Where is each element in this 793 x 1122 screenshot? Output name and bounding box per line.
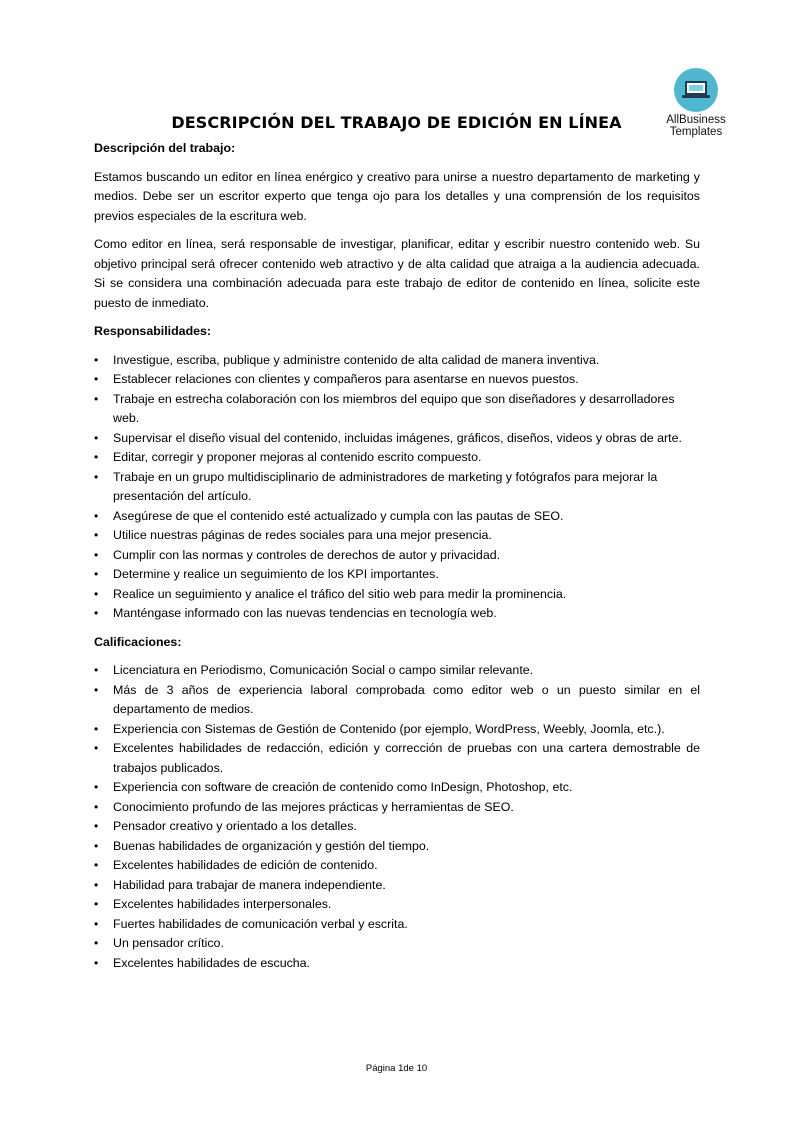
bullet-icon: • [94, 372, 99, 386]
list-item [94, 585, 700, 605]
list-item [94, 837, 700, 857]
list-item [94, 954, 700, 974]
list-item-text: Establecer relaciones con clientes y compañeros para asentarse en nuevos puestos. [113, 372, 579, 386]
list-item-text: Experiencia con software de creación de contenido como InDesign, Photoshop, etc. [113, 780, 573, 794]
list-item-text: Manténgase informado con las nuevas tendencias en tecnología web. [113, 606, 497, 620]
list-item [94, 915, 700, 935]
list-item-text: Trabaje en estrecha colaboración con los miembros del equipo que son diseñadores y desarrolladores web. [113, 391, 675, 425]
logo-line-2: Templates [669, 126, 723, 138]
list-item [94, 661, 700, 681]
list-item [94, 895, 700, 915]
qualifications-heading: Calificaciones: [94, 634, 182, 649]
list-item-text: Utilice nuestras páginas de redes sociales para una mejor presencia. [113, 528, 492, 542]
list-item [94, 448, 700, 468]
list-item-text: Trabaje en un grupo multidisciplinario de administradores de marketing y fotógrafos para mejorar la presentación del artículo. [113, 469, 658, 503]
description-heading: Descripción del trabajo: [94, 141, 236, 155]
list-item-text: Licenciatura en Periodismo, Comunicación Social o campo similar relevante. [113, 663, 534, 677]
bullet-icon: • [94, 391, 99, 406]
bullet-icon: • [94, 877, 99, 892]
bullet-icon: • [94, 567, 99, 581]
list-item-text: Excelentes habilidades de escucha. [113, 955, 311, 970]
bullet-icon: • [94, 682, 99, 697]
list-item-text: Buenas habilidades de organización y gestión del tiempo. [113, 838, 430, 853]
responsibilities-heading: Responsabilidades: [94, 324, 212, 338]
bullet-icon: • [94, 586, 99, 601]
list-item [94, 390, 700, 429]
list-item-text: Experiencia con Sistemas de Gestión de Contenido (por ejemplo, WordPress, Weebly, Joomla, etc.). [113, 721, 665, 736]
bullet-icon: • [94, 819, 99, 833]
list-item-text: Asegúrese de que el contenido esté actualizado y cumpla con las pautas de SEO. [113, 508, 564, 523]
list-item-text: Investigue, escriba, publique y administre contenido de alta calidad de manera inventiva. [113, 352, 600, 367]
bullet-icon: • [94, 469, 99, 484]
list-item-text: Editar, corregir y proponer mejoras al contenido escrito compuesto. [113, 450, 482, 464]
list-item [94, 876, 700, 896]
bullet-icon: • [94, 799, 99, 814]
bullet-icon: • [94, 606, 99, 620]
list-item [94, 565, 700, 585]
list-item-text: Supervisar el diseño visual del contenido, incluidas imágenes, gráficos, diseños, videos y obras de arte. [113, 430, 682, 445]
list-item [94, 681, 700, 720]
list-item-text: Excelentes habilidades de edición de contenido. [113, 858, 378, 872]
description-paragraph: Como editor en línea, será responsable de investigar, planificar, editar y escribir nuestro contenido web. Su objetivo principal será ofrecer contenido web atractivo y de alta calidad que atraiga a la audiencia adecuada. Si se considera una combinación adecuada para este trabajo de editor de contenido en línea, solicite este puesto de inmediato. [94, 237, 700, 310]
list-item [94, 546, 700, 566]
bullet-icon: • [94, 897, 99, 911]
bullet-icon: • [94, 450, 99, 464]
bullet-icon: • [94, 663, 99, 677]
bullet-icon: • [94, 936, 99, 950]
list-item [94, 507, 700, 527]
list-item-text: Determine y realice un seguimiento de los KPI importantes. [113, 567, 439, 581]
bullet-icon: • [94, 508, 99, 523]
bullet-icon: • [94, 838, 99, 853]
list-item [94, 934, 700, 954]
list-item-text: Un pensador crítico. [113, 936, 224, 950]
responsibilities-list [94, 351, 700, 624]
list-item [94, 778, 700, 798]
list-item-text: Fuertes habilidades de comunicación verbal y escrita. [113, 916, 408, 931]
list-item-text: Realice un seguimiento y analice el tráfico del sitio web para medir la prominencia. [113, 586, 567, 601]
laptop-icon [674, 68, 718, 112]
bullet-icon: • [94, 430, 99, 445]
list-item [94, 429, 700, 449]
bullet-icon: • [94, 547, 99, 562]
bullet-icon: • [94, 955, 99, 970]
list-item [94, 526, 700, 546]
list-item [94, 798, 700, 818]
description-paragraph: Estamos buscando un editor en línea enérgico y creativo para unirse a nuestro departamento de marketing y medios. Debe ser un escritor experto que tenga ojo para los detalles y una comprensión de los requisitos previos especiales de la escritura web. [94, 169, 700, 223]
bullet-icon: • [94, 352, 99, 367]
list-item-text: Cumplir con las normas y controles de derechos de autor y privacidad. [113, 547, 501, 562]
bullet-icon: • [94, 721, 99, 736]
bullet-icon: • [94, 528, 99, 542]
list-item [94, 604, 700, 624]
list-item-text: Habilidad para trabajar de manera independiente. [113, 877, 386, 892]
list-item [94, 370, 700, 390]
bullet-icon: • [94, 780, 99, 794]
list-item [94, 856, 700, 876]
list-item-text: Pensador creativo y orientado a los detalles. [113, 819, 357, 833]
list-item-text: Conocimiento profundo de las mejores prácticas y herramientas de SEO. [113, 799, 514, 814]
list-item [94, 817, 700, 837]
list-item-text: Excelentes habilidades de redacción, edición y corrección de pruebas con una cartera demostrable de trabajos publicados. [113, 741, 700, 775]
list-item-text: Más de 3 años de experiencia laboral comprobada como editor web o un puesto similar en el departamento de medios. [113, 682, 700, 716]
list-item-text: Excelentes habilidades interpersonales. [113, 897, 332, 911]
logo-line-1: AllBusiness [666, 114, 726, 126]
list-item [94, 739, 700, 778]
bullet-icon: • [94, 741, 99, 755]
qualifications-list [94, 661, 700, 973]
bullet-icon: • [94, 858, 99, 872]
document-body [94, 139, 700, 982]
list-item [94, 720, 700, 740]
list-item [94, 351, 700, 371]
list-item [94, 468, 700, 507]
bullet-icon: • [94, 916, 99, 931]
document-title: DESCRIPCIÓN DEL TRABAJO DE EDICIÓN EN LÍNEA [171, 113, 622, 132]
page-number-footer: Página 1de 10 [365, 1063, 428, 1074]
